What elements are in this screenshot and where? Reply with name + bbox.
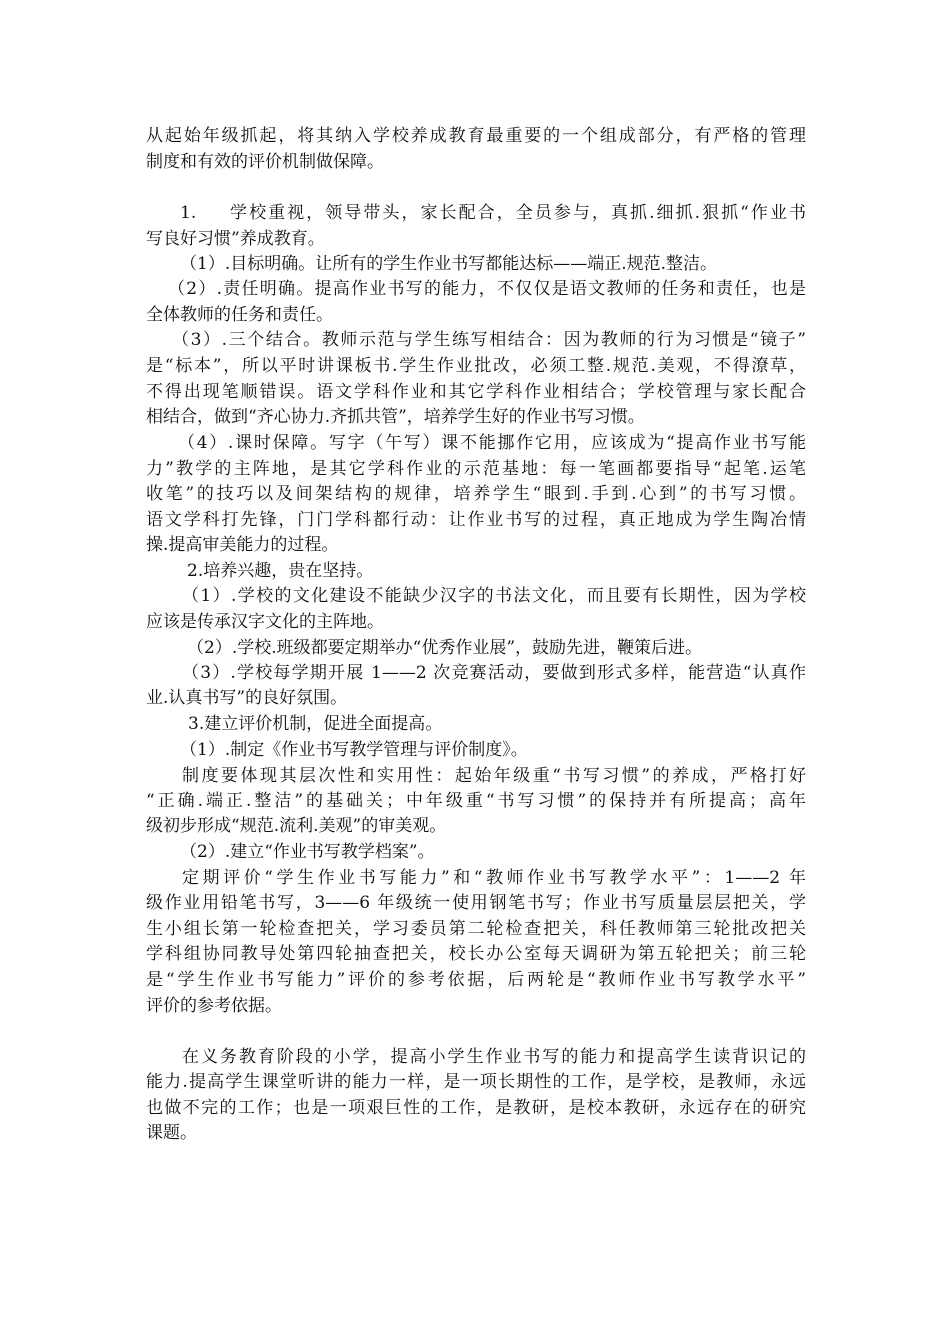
- section-3-item-2-body-line-2: 级作业用铅笔书写，3——6 年级统一使用钢笔书写；作业书写质量层层把关，学: [146, 893, 806, 913]
- section-3-item-1-body-line-3: 级初步形成“规范.流利.美观”的审美观。: [146, 816, 447, 836]
- section-1-item-4-line-2: 力”教学的主阵地，是其它学科作业的示范基地：每一笔画都要指导“起笔.运笔: [146, 459, 806, 479]
- section-3-item-2-body-line-4: 学科组协同教导处第四轮抽查把关，校长办公室每天调研为第五轮把关；前三轮: [146, 944, 806, 964]
- section-1-item-3-line-2: 是“标本”，所以平时讲课板书.学生作业批改，必须工整.规范.美观，不得潦草，: [146, 356, 806, 376]
- section-2-item-1-line-2: 应该是传承汉字文化的主阵地。: [146, 612, 384, 632]
- conclusion-line-2: 能力.提高学生课堂听讲的能力一样，是一项长期性的工作，是学校，是教师，永远: [146, 1072, 806, 1092]
- section-2-item-2: （2）.学校.班级都要定期举办“优秀作业展”，鼓励先进，鞭策后进。: [187, 638, 703, 658]
- conclusion-line-4: 课题。: [146, 1123, 197, 1143]
- section-1-item-2-line-1: （2）.责任明确。提高作业书写的能力，不仅仅是语文教师的任务和责任，也是: [168, 279, 806, 299]
- section-1-heading-line-2: 写良好习惯”养成教育。: [146, 229, 325, 249]
- section-1-heading-text: 学校重视，领导带头，家长配合，全员参与，真抓.细抓.狠抓“作业书: [228, 203, 806, 223]
- conclusion-line-3: 也做不完的工作；也是一项艰巨性的工作，是教研，是校本教研，永远存在的研究: [146, 1098, 806, 1118]
- section-1-item-4-line-3: 收笔”的技巧以及间架结构的规律，培养学生“眼到.手到.心到”的书写习惯。: [146, 484, 806, 504]
- section-3-item-2-body-line-1: 定期评价“学生作业书写能力”和“教师作业书写教学水平”：1——2 年: [182, 868, 806, 888]
- section-1-item-3-line-1: （3）.三个结合。教师示范与学生练写相结合：因为教师的行为习惯是“镜子”: [172, 330, 806, 350]
- section-1-item-3-line-4: 相结合，做到“齐心协力.齐抓共管”，培养学生好的作业书写习惯。: [146, 407, 645, 427]
- section-1-item-4-line-5: 操.提高审美能力的过程。: [146, 535, 339, 555]
- section-1-heading-line-1: [180, 201, 806, 225]
- section-3-item-1: （1）.制定《作业书写教学管理与评价制度》。: [180, 740, 528, 760]
- section-3-item-2-body-line-5: 是“学生作业书写能力”评价的参考依据，后两轮是“教师作业书写教学水平”: [146, 970, 806, 990]
- conclusion-line-1: 在义务教育阶段的小学，提高小学生作业书写的能力和提高学生读背识记的: [182, 1047, 806, 1067]
- intro-line-1: 从起始年级抓起，将其纳入学校养成教育最重要的一个组成部分，有严格的管理: [146, 126, 806, 146]
- section-1-number: 1.: [180, 203, 197, 223]
- section-2-item-3-line-2: 业.认真书写”的良好氛围。: [146, 688, 348, 708]
- intro-line-2: 制度和有效的评价机制做保障。: [146, 152, 384, 172]
- section-3-item-1-body-line-2: “正确.端正.整洁”的基础关；中年级重“书写习惯”的保持并有所提高；高年: [146, 791, 806, 811]
- section-1-item-3-line-3: 不得出现笔顺错误。语文学科作业和其它学科作业相结合；学校管理与家长配合: [146, 382, 806, 402]
- section-2-heading: 2.培养兴趣，贵在坚持。: [187, 561, 374, 581]
- section-3-item-2: （2）.建立“作业书写教学档案”。: [180, 842, 435, 862]
- section-3-item-2-body-line-3: 生小组长第一轮检查把关，学习委员第二轮检查把关，科任教师第三轮批改把关: [146, 919, 806, 939]
- section-1-item-2-line-2: 全体教师的任务和责任。: [146, 305, 333, 325]
- section-1-item-4-line-4: 语文学科打先锋，门门学科都行动：让作业书写的过程，真正地成为学生陶冶情: [146, 510, 806, 530]
- section-2-item-3-line-1: （3）.学校每学期开展 1——2 次竞赛活动，要做到形式多样，能营造“认真作: [182, 663, 806, 683]
- section-1-item-1: （1）.目标明确。让所有的学生作业书写都能达标——端正.规范.整洁。: [180, 254, 718, 274]
- section-3-heading: 3.建立评价机制，促进全面提高。: [188, 714, 443, 734]
- section-3-item-2-body-line-6: 评价的参考依据。: [146, 996, 282, 1016]
- section-2-item-1-line-1: （1）.学校的文化建设不能缺少汉字的书法文化，而且要有长期性，因为学校: [182, 586, 806, 606]
- section-1-item-4-line-1: （4）.课时保障。写字（午写）课不能挪作它用，应该成为“提高作业书写能: [178, 433, 806, 453]
- section-3-item-1-body-line-1: 制度要体现其层次性和实用性：起始年级重“书写习惯”的养成，严格打好: [182, 766, 806, 786]
